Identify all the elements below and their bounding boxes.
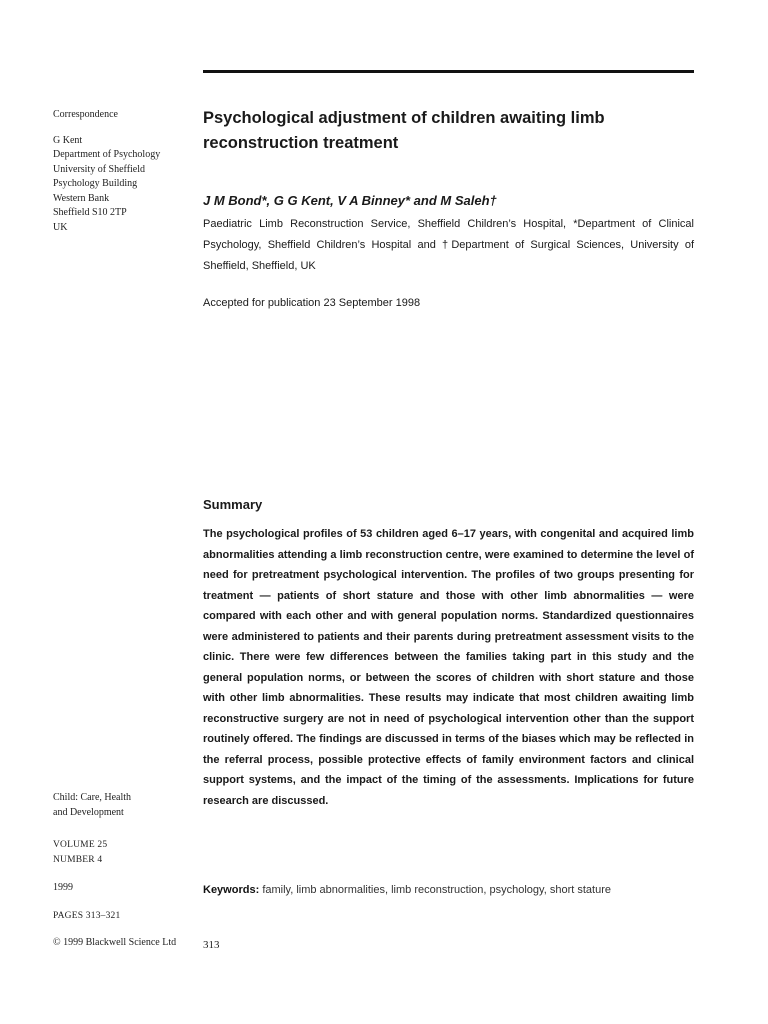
article-authors: J M Bond*, G G Kent, V A Binney* and M Saleh† <box>203 193 497 208</box>
year-label: 1999 <box>53 882 73 893</box>
page-number: 313 <box>203 939 220 951</box>
address-line: G Kent <box>53 134 83 146</box>
journal-name <box>53 791 193 820</box>
address-line: Psychology Building <box>53 178 138 189</box>
keywords-label: Keywords: <box>203 884 260 896</box>
volume-label: VOLUME 25 <box>53 840 108 850</box>
address-line: Sheffield S10 2TP <box>53 207 127 218</box>
address-line: Department of Psychology <box>53 149 161 160</box>
keywords-text: family, limb abnormalities, limb reconstruction, psychology, short stature <box>262 884 611 896</box>
volume-info <box>53 838 193 867</box>
correspondence-block <box>53 108 193 235</box>
pages-label: PAGES 313–321 <box>53 911 121 921</box>
author-affiliation: Paediatric Limb Reconstruction Service, Sheffield Children’s Hospital, *Department of Clinical Psychology, Sheffield Children’s Hospital and †Department of Surgical Sciences, University of Sheffield, Sheffield, UK <box>203 218 694 272</box>
number-label: NUMBER 4 <box>53 854 103 865</box>
acceptance-date: Accepted for publication 23 September 1998 <box>203 297 421 309</box>
journal-line: and Development <box>53 806 124 818</box>
copyright-notice: © 1999 Blackwell Science Ltd <box>53 937 177 948</box>
summary-text: The psychological profiles of 53 children aged 6–17 years, with congenital and acquired limb abnormalities attending a limb reconstruction centre, were examined to determine the level of need for pretreatment psychological intervention. The profiles of two groups presenting for treatment — patients of short stature and those with other limb abnormalities — were compared with each other and with general population norms. Standardized questionnaires were administered to patients and their parents during pretreatment assessment visits to the clinic. There were few differences between the families taking part in this study and the general population norms, or between the scores of children with short stature and those with other limb abnormalities. These results may indicate that most children awaiting limb reconstructive surgery are not in need of psychological intervention other than the support routinely offered. The findings are discussed in terms of the biases which may be reflected in the referral process, possible protective effects of family environment factors and clinical support systems, and the impact of the timing of the assessments. Implications for future research are discussed. <box>203 528 694 807</box>
article-title: Psychological adjustment of children awaiting limb reconstruction treatment <box>203 109 605 152</box>
address-line: Western Bank <box>53 192 110 204</box>
keywords-line <box>203 880 694 900</box>
address-line: UK <box>53 221 68 233</box>
address-line: University of Sheffield <box>53 163 146 175</box>
journal-line: Child: Care, Health <box>53 792 132 803</box>
title-rule <box>203 70 694 73</box>
correspondence-label: Correspondence <box>53 109 118 120</box>
summary-heading: Summary <box>203 497 263 512</box>
